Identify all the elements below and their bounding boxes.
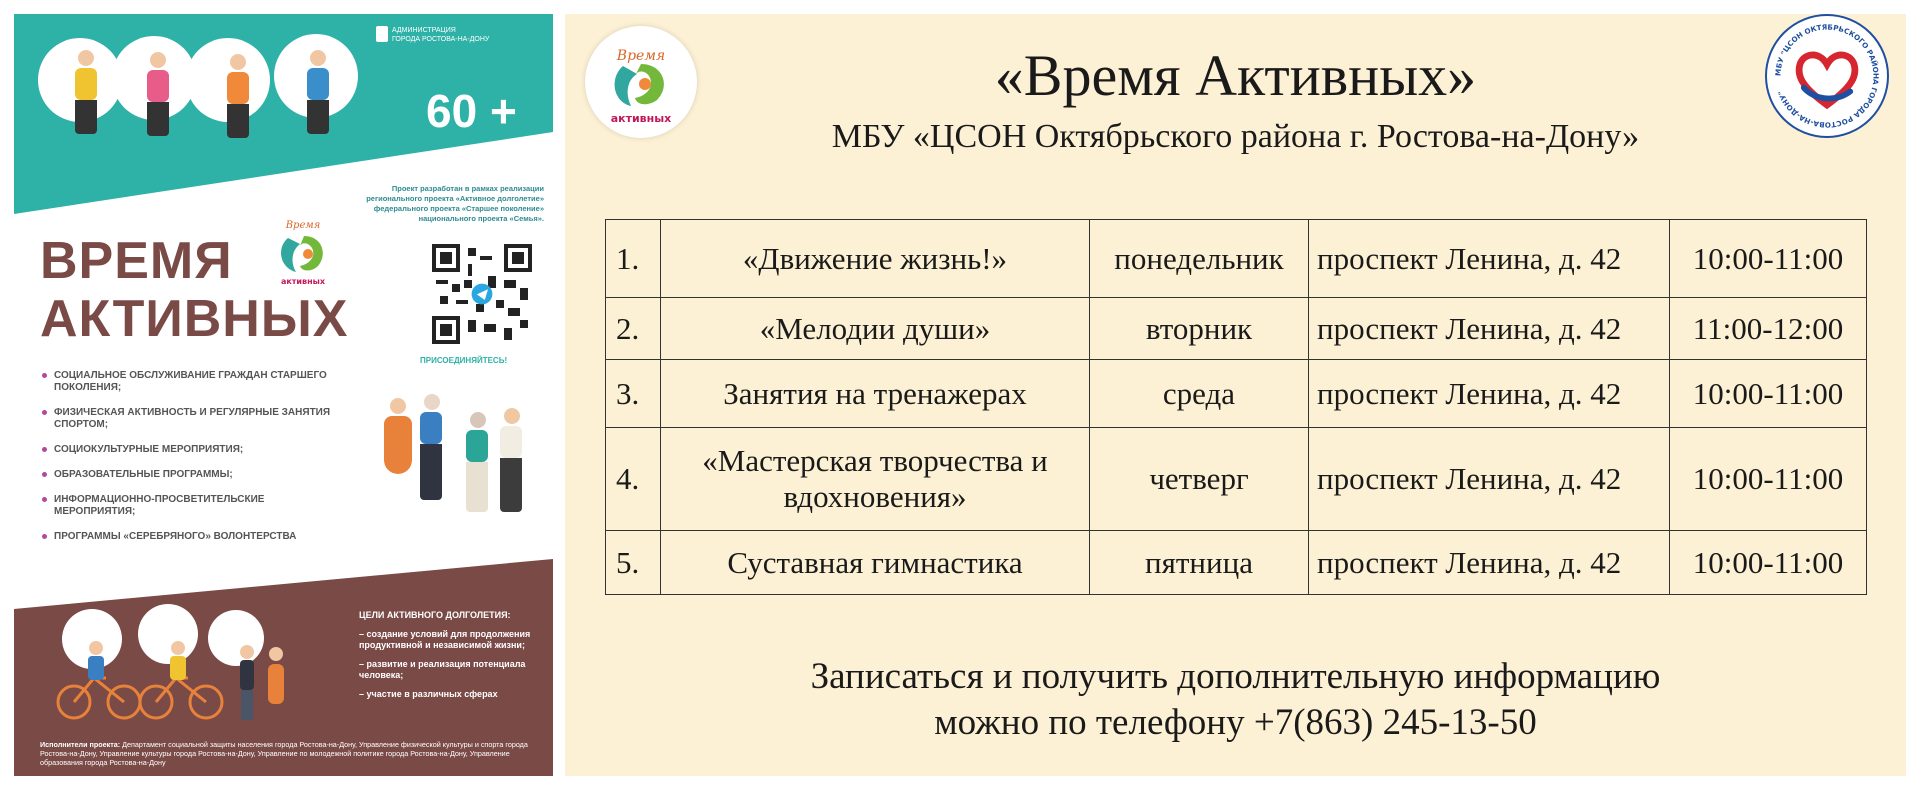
qr-code-icon[interactable] bbox=[432, 244, 532, 344]
cson-heart-logo-icon bbox=[1765, 14, 1889, 138]
contact-line-1: Записаться и получить дополнительную информацию bbox=[810, 656, 1661, 697]
goals-block bbox=[359, 610, 539, 708]
admin-line-2: ГОРОДА РОСТОВА-НА-ДОНУ bbox=[392, 36, 490, 43]
table-row bbox=[606, 298, 1867, 360]
activity-day: вторник bbox=[1090, 298, 1309, 360]
logo-text-bottom: активных bbox=[280, 277, 326, 286]
poster-title-line-1: ВРЕМЯ bbox=[40, 232, 233, 290]
executors-note bbox=[40, 740, 545, 767]
activity-day: понедельник bbox=[1090, 220, 1309, 298]
row-number: 4. bbox=[606, 428, 661, 531]
logo-left-text-bottom: активных bbox=[610, 112, 672, 125]
project-note-line: Проект разработан в рамках реализации bbox=[391, 184, 544, 193]
poster bbox=[14, 14, 553, 776]
table-row bbox=[606, 360, 1867, 428]
executors-text: Департамент социальной защиты населения города Ростова-на-Дону, Управление физической культуры и спорта города Ростова-на-Дону, Управление культуры города Ростова-на-Дону, Управление по молодежной политике города Ростова-на-Дону, Управление образования города Ростова-на-Дону bbox=[40, 740, 528, 767]
logo-text-top: Время bbox=[285, 220, 321, 231]
row-number: 3. bbox=[606, 360, 661, 428]
list-item: ОБРАЗОВАТЕЛЬНЫЕ ПРОГРАММЫ; bbox=[40, 469, 340, 481]
list-item: ФИЗИЧЕСКАЯ АКТИВНОСТЬ И РЕГУЛЯРНЫЕ ЗАНЯТИЯ СПОРТОМ; bbox=[40, 407, 340, 431]
vremya-aktivnyh-logo-icon bbox=[266, 214, 340, 288]
cyclists-illustration-icon bbox=[44, 634, 344, 724]
admin-line-1: АДМИНИСТРАЦИЯ bbox=[392, 27, 456, 34]
contact-line-2: можно по телефону +7(863) 245-13-50 bbox=[934, 702, 1537, 743]
activity-time: 10:00-11:00 bbox=[1670, 360, 1867, 428]
goal-item: – развитие и реализация потенциала человека; bbox=[359, 659, 526, 680]
project-note-line: регионального проекта «Активное долголетие» bbox=[366, 194, 544, 203]
activity-address: проспект Ленина, д. 42 bbox=[1309, 531, 1670, 595]
page-subtitle: МБУ «ЦСОН Октябрьского района г. Ростова-на-Дону» bbox=[831, 118, 1640, 155]
table-row bbox=[606, 531, 1867, 595]
svg-text:МБУ "ЦСОН ОКТЯБРЬСКОГО РАЙОНА bbox=[1773, 22, 1880, 129]
goals-title: ЦЕЛИ АКТИВНОГО ДОЛГОЛЕТИЯ: bbox=[359, 610, 511, 620]
project-note-line: федерального проекта «Старшее поколение» bbox=[373, 204, 544, 213]
executors-label: Исполнители проекта: bbox=[40, 740, 121, 749]
activity-address: проспект Ленина, д. 42 bbox=[1309, 360, 1670, 428]
activity-day: пятница bbox=[1090, 531, 1309, 595]
activity-time: 10:00-11:00 bbox=[1670, 428, 1867, 531]
activity-name: «Мелодии души» bbox=[661, 298, 1090, 360]
join-label: ПРИСОЕДИНЯЙТЕСЬ! bbox=[420, 356, 508, 365]
row-number: 2. bbox=[606, 298, 661, 360]
goal-item: – создание условий для продолжения продуктивной и независимой жизни; bbox=[359, 629, 531, 650]
activity-name: Суставная гимнастика bbox=[661, 531, 1090, 595]
table-row bbox=[606, 428, 1867, 531]
poster-title-line-2: АКТИВНЫХ bbox=[40, 290, 349, 348]
page-title: «Время Активных» bbox=[994, 43, 1477, 108]
list-item: СОЦИАЛЬНОЕ ОБСЛУЖИВАНИЕ ГРАЖДАН СТАРШЕГО ПОКОЛЕНИЯ; bbox=[40, 370, 340, 394]
list-item: ИНФОРМАЦИОННО-ПРОСВЕТИТЕЛЬСКИЕ МЕРОПРИЯТИЯ; bbox=[40, 494, 340, 518]
goal-item: – участие в различных сферах bbox=[359, 689, 498, 699]
schedule-table bbox=[605, 219, 1867, 595]
senior-figure-icon bbox=[290, 44, 350, 174]
activity-address: проспект Ленина, д. 42 bbox=[1309, 298, 1670, 360]
age-badge: 60 + bbox=[426, 85, 517, 137]
senior-figure-icon bbox=[58, 44, 118, 174]
project-note bbox=[314, 184, 544, 224]
activity-time: 11:00-12:00 bbox=[1670, 298, 1867, 360]
contact-info bbox=[565, 654, 1906, 746]
row-number: 5. bbox=[606, 531, 661, 595]
activity-day: среда bbox=[1090, 360, 1309, 428]
administration-label bbox=[392, 26, 532, 44]
activities-list bbox=[40, 370, 340, 556]
logo-left-text-top: Время bbox=[616, 48, 666, 64]
list-item: ПРОГРАММЫ «СЕРЕБРЯНОГО» ВОЛОНТЕРСТВА bbox=[40, 531, 340, 543]
activity-name: «Движение жизнь!» bbox=[661, 220, 1090, 298]
city-crest-icon bbox=[376, 26, 388, 42]
activity-name: «Мастерская творчества и вдохновения» bbox=[661, 428, 1090, 531]
activity-address: проспект Ленина, д. 42 bbox=[1309, 220, 1670, 298]
list-item: СОЦИОКУЛЬТУРНЫЕ МЕРОПРИЯТИЯ; bbox=[40, 444, 340, 456]
senior-figure-icon bbox=[210, 48, 270, 178]
senior-figure-icon bbox=[130, 46, 190, 176]
schedule-panel bbox=[565, 14, 1906, 776]
row-number: 1. bbox=[606, 220, 661, 298]
activity-day: четверг bbox=[1090, 428, 1309, 531]
activity-time: 10:00-11:00 bbox=[1670, 220, 1867, 298]
table-row bbox=[606, 220, 1867, 298]
activity-address: проспект Ленина, д. 42 bbox=[1309, 428, 1670, 531]
logo-ring-text: МБУ "ЦСОН ОКТЯБРЬСКОГО РАЙОНА ГОРОДА РОСТОВА-НА-ДОНУ" bbox=[1773, 22, 1881, 130]
activity-time: 10:00-11:00 bbox=[1670, 531, 1867, 595]
project-note-line: национального проекта «Семья». bbox=[418, 214, 544, 223]
activity-name: Занятия на тренажерах bbox=[661, 360, 1090, 428]
dancing-seniors-illustration-icon bbox=[354, 394, 544, 544]
